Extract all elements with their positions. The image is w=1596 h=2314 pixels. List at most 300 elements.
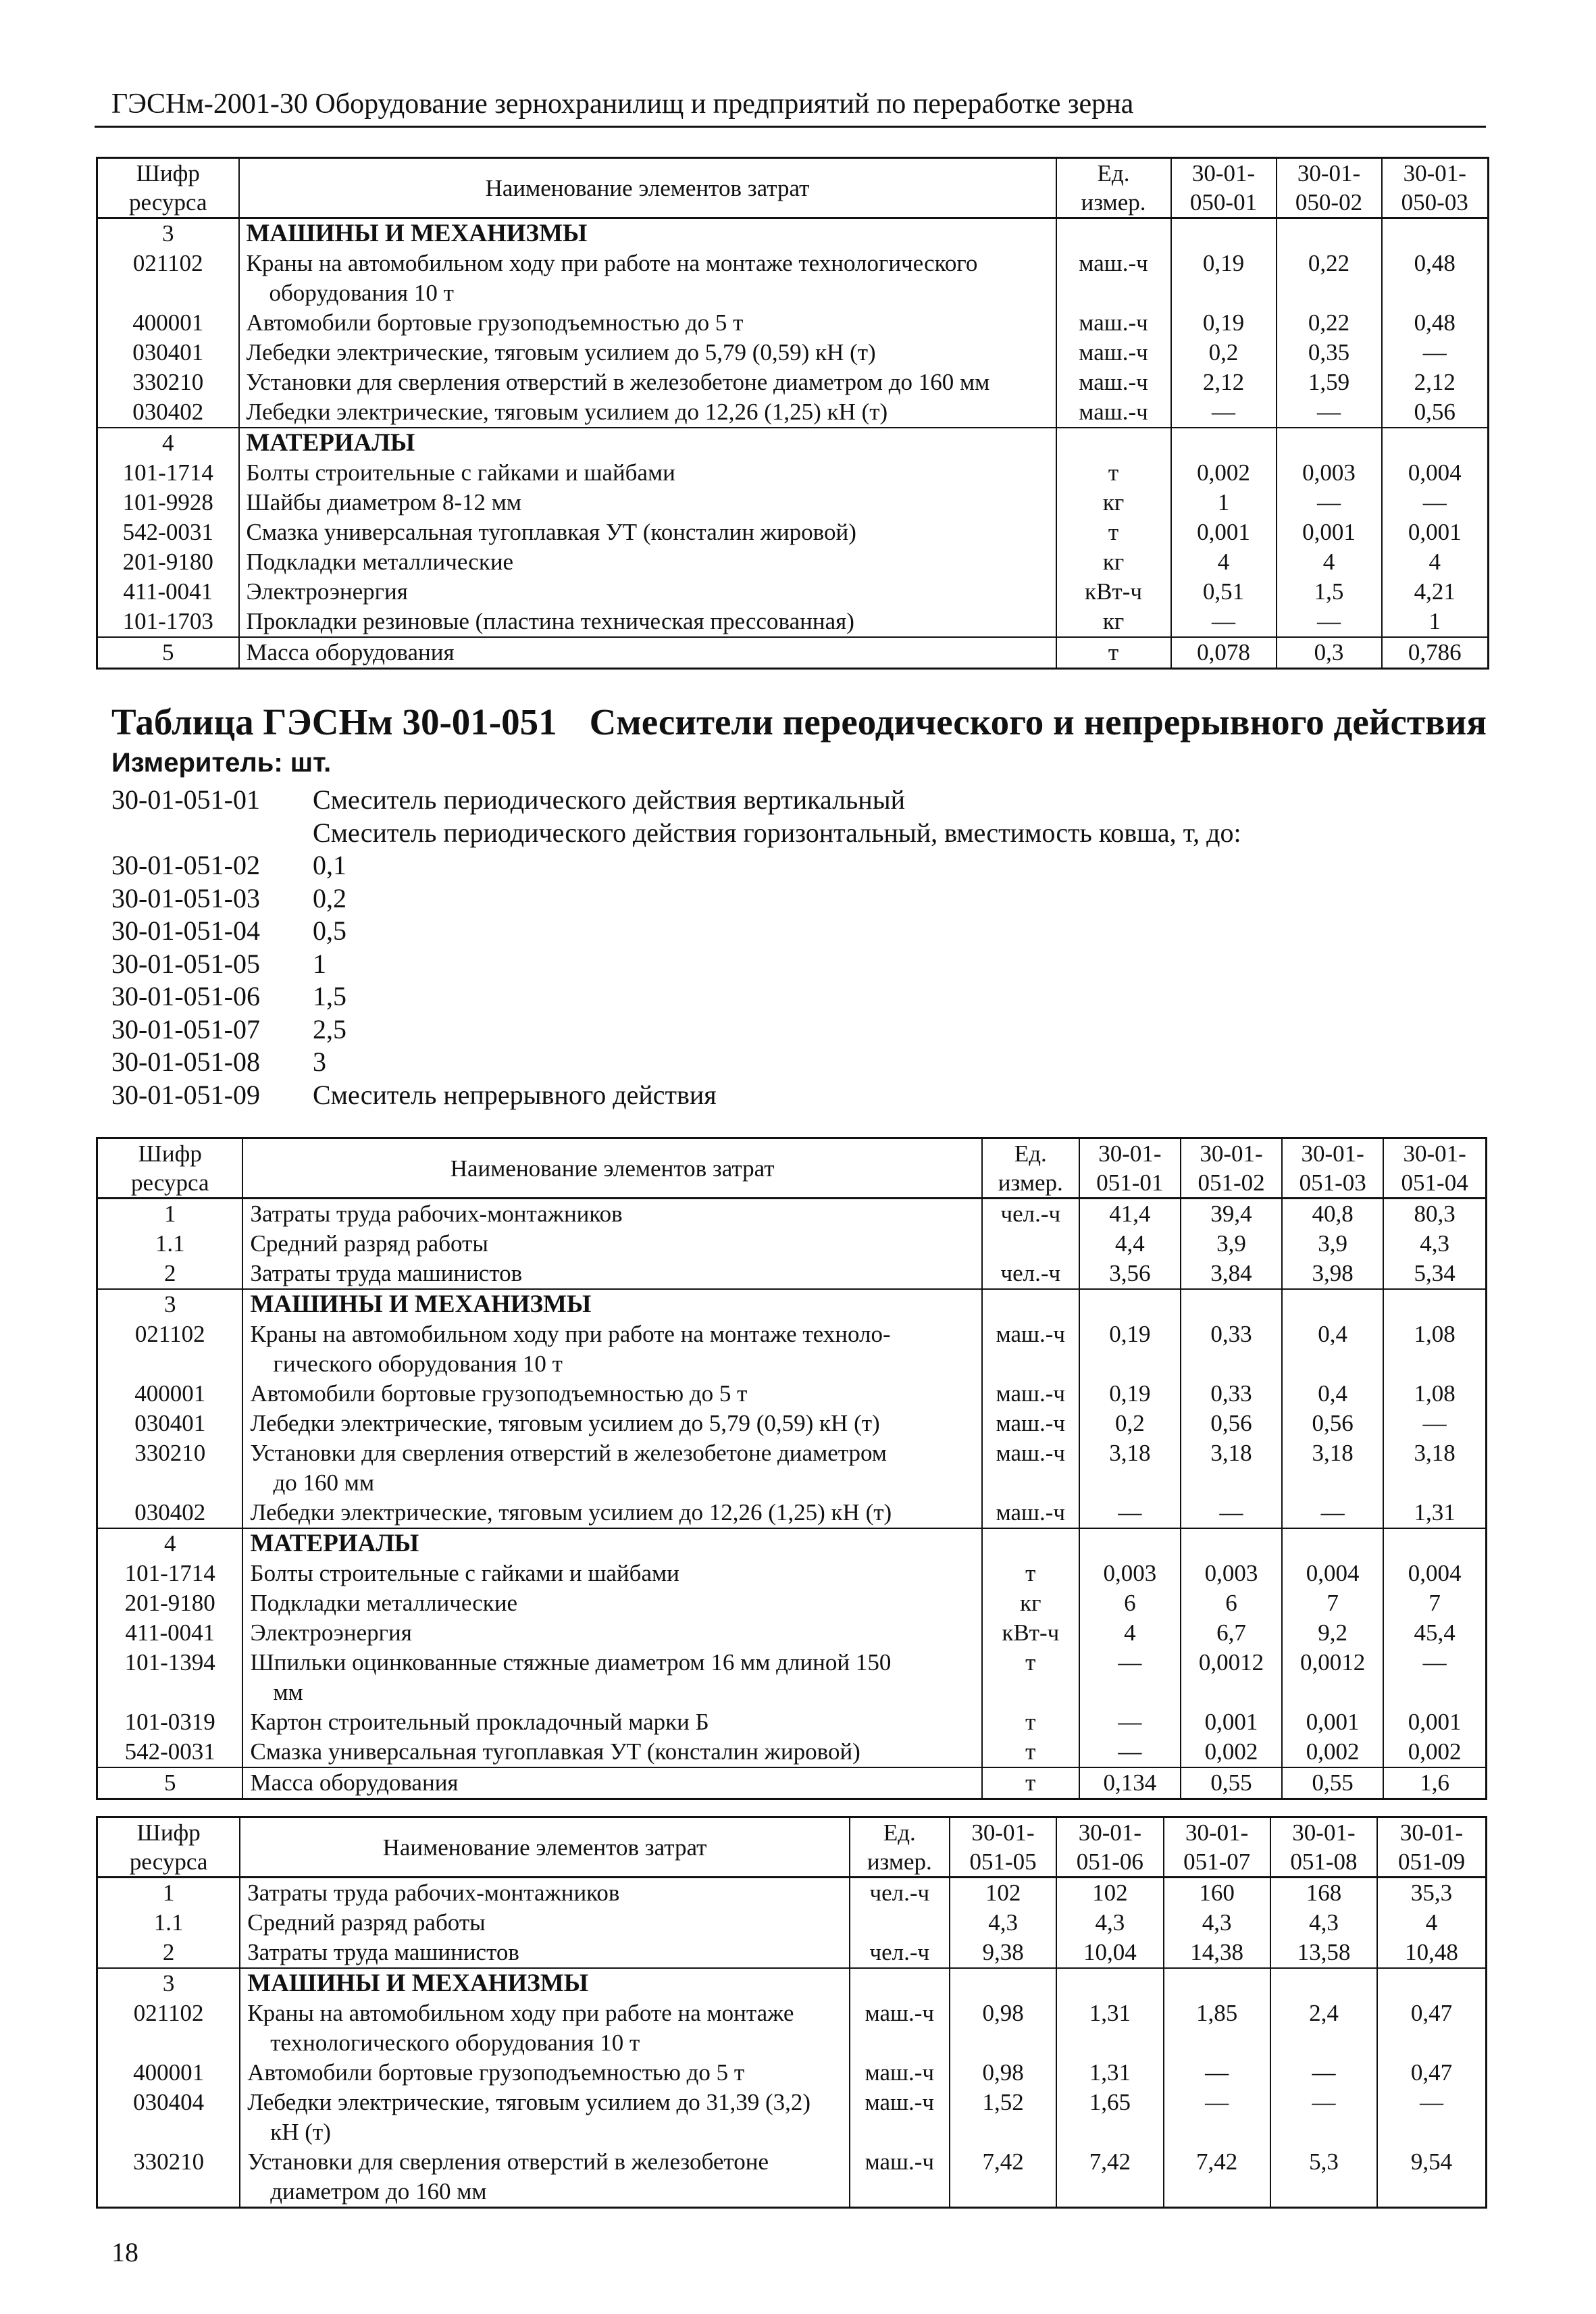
table-row — [97, 1409, 1487, 1438]
table-row — [97, 1618, 1487, 1648]
norm-value — [1383, 1289, 1486, 1319]
unit-of-measure: маш.-ч — [982, 1379, 1079, 1409]
norm-value — [1270, 1968, 1377, 1998]
cost-element-name-text: Краны на автомобильном ходу при работе на монтаже — [247, 2000, 794, 2026]
cost-element-name — [242, 1737, 981, 1767]
column-header-code-line1: Шифр — [136, 1819, 201, 1846]
table-row — [97, 1767, 1487, 1799]
cost-element-name-text: Масса оборудования — [246, 639, 455, 665]
norm-value: 0,48 — [1382, 249, 1489, 308]
page-header-title: ГЭСНм-2001-30 Оборудование зернохранилищ и предприятий по переработке зерна — [111, 89, 1134, 120]
norm-value: 0,4 — [1282, 1319, 1383, 1379]
cost-table-050 — [96, 157, 1489, 670]
norm-value — [1056, 1968, 1163, 1998]
norm-value — [950, 1968, 1056, 1998]
resource-code: 400001 — [97, 2058, 240, 2088]
resource-code: 3 — [97, 218, 239, 249]
item-row — [111, 980, 1241, 1013]
norm-value: — — [1181, 1498, 1282, 1528]
norm-value — [1181, 1528, 1282, 1559]
column-header-code-line2: ресурса — [129, 1848, 208, 1875]
table-row — [97, 1588, 1487, 1618]
header-rule — [95, 126, 1486, 128]
norm-value: 0,55 — [1181, 1767, 1282, 1799]
table-row — [97, 1229, 1487, 1259]
norm-value: 3,18 — [1383, 1438, 1486, 1498]
norm-value — [1382, 428, 1489, 458]
norm-value: — — [1377, 2088, 1486, 2147]
resource-code: 101-0319 — [97, 1707, 243, 1737]
column-header-norm-line2: 051-09 — [1397, 1848, 1466, 1875]
cost-element-name-text: Лебедки электрические, тяговым усилием до 5,79 (0,59) кН (т) — [246, 339, 876, 366]
column-header-code-line1: Шифр — [138, 1140, 202, 1167]
cost-element-name-text: Смазка универсальная тугоплавкая УТ (консталин жировой) — [246, 519, 856, 545]
cost-element-name-text: Краны на автомобильном ходу при работе на монтаже техноло- — [250, 1321, 891, 1347]
resource-code: 400001 — [97, 1379, 243, 1409]
column-header-norm — [1383, 1138, 1486, 1199]
norm-value: 0,002 — [1181, 1737, 1282, 1767]
resource-code: 5 — [97, 1767, 243, 1799]
column-header-norm — [1377, 1817, 1486, 1878]
norm-value: 3,84 — [1181, 1259, 1282, 1289]
unit-of-measure: кг — [1056, 547, 1171, 577]
norm-value: 0,51 — [1171, 577, 1277, 607]
resource-code: 4 — [97, 1528, 243, 1559]
unit-of-measure: маш.-ч — [982, 1319, 1079, 1379]
norm-value: 4,3 — [1383, 1229, 1486, 1259]
cost-element-name-text: Краны на автомобильном ходу при работе на монтаже технологического — [246, 250, 978, 276]
column-header-norm — [1056, 1817, 1163, 1878]
column-header-code-line1: Шифр — [136, 160, 200, 186]
table-row — [97, 397, 1489, 428]
unit-of-measure: кг — [982, 1588, 1079, 1618]
column-header-norm — [1171, 158, 1277, 218]
cost-element-name — [239, 637, 1056, 669]
cost-element-name-text: МАТЕРИАЛЫ — [250, 1530, 419, 1557]
norm-value: 0,003 — [1181, 1559, 1282, 1588]
column-header-norm-line1: 30-01- — [1078, 1819, 1142, 1846]
norm-value: 9,54 — [1377, 2147, 1486, 2208]
norm-value: 1,65 — [1056, 2088, 1163, 2147]
column-header-norm-line1: 30-01- — [1292, 1819, 1356, 1846]
measurer: Измеритель: шт. — [111, 748, 332, 778]
norm-value: 0,001 — [1181, 1707, 1282, 1737]
table-row — [97, 637, 1489, 669]
norm-value: 0,002 — [1383, 1737, 1486, 1767]
norm-value: 7 — [1282, 1588, 1383, 1618]
column-header-norm — [1277, 158, 1382, 218]
norm-value: 0,0012 — [1282, 1648, 1383, 1707]
cost-element-name — [242, 1289, 981, 1319]
column-header-norm-line2: 051-02 — [1198, 1169, 1265, 1196]
item-description: 0,2 — [313, 882, 346, 913]
resource-code: 4 — [97, 428, 239, 458]
cost-element-name — [240, 1938, 849, 1968]
norm-value: 6 — [1181, 1588, 1282, 1618]
column-header-norm — [1270, 1817, 1377, 1878]
norm-value: 4,3 — [950, 1908, 1056, 1938]
cost-element-name-text: Автомобили бортовые грузоподъемностью до 5 т — [247, 2059, 745, 2086]
resource-code: 542-0031 — [97, 1737, 243, 1767]
resource-code: 101-9928 — [97, 488, 239, 518]
item-description: Смеситель непрерывного действия — [313, 1079, 717, 1110]
resource-code: 201-9180 — [97, 1588, 243, 1618]
column-header-norm — [1181, 1138, 1282, 1199]
resource-code: 030401 — [97, 338, 239, 368]
resource-code: 330210 — [97, 368, 239, 397]
cost-element-name-text: Автомобили бортовые грузоподъемностью до 5 т — [250, 1380, 748, 1407]
unit-of-measure: кВт-ч — [1056, 577, 1171, 607]
table-row — [97, 458, 1489, 488]
norm-value: 3,9 — [1181, 1229, 1282, 1259]
cost-element-name-text: Лебедки электрические, тяговым усилием до 31,39 (3,2) — [247, 2089, 811, 2115]
norm-value: 0,0012 — [1181, 1648, 1282, 1707]
table-row — [97, 1938, 1487, 1968]
resource-code: 030402 — [97, 1498, 243, 1528]
column-header-norm — [1382, 158, 1489, 218]
unit-of-measure: т — [982, 1707, 1079, 1737]
norm-value: 4 — [1171, 547, 1277, 577]
cost-element-name — [240, 2147, 849, 2208]
cost-element-name — [242, 1409, 981, 1438]
unit-of-measure — [982, 1528, 1079, 1559]
table-row — [97, 1259, 1487, 1289]
norm-value: 1,31 — [1056, 1998, 1163, 2058]
column-header-norm-line1: 30-01- — [1399, 1819, 1464, 1846]
cost-element-name-text: Затраты труда рабочих-монтажников — [247, 1880, 620, 1906]
norm-value: 2,4 — [1270, 1998, 1377, 2058]
column-header-norm-line1: 30-01- — [1200, 1140, 1263, 1167]
cost-element-name — [240, 1998, 849, 2058]
column-header-unit-line1: Ед. — [883, 1819, 916, 1846]
column-header-norm-line1: 30-01- — [1191, 160, 1256, 186]
norm-value: 9,38 — [950, 1938, 1056, 1968]
column-header-code-line2: ресурса — [131, 1169, 209, 1196]
norm-value: 0,002 — [1171, 458, 1277, 488]
unit-of-measure: т — [982, 1737, 1079, 1767]
table-row — [97, 1998, 1487, 2058]
norm-value: 0,48 — [1382, 308, 1489, 338]
norm-value: 4 — [1377, 1908, 1486, 1938]
norm-value: 3,9 — [1282, 1229, 1383, 1259]
norm-value — [1382, 218, 1489, 249]
cost-element-name-text: Затраты труда машинистов — [247, 1939, 519, 1965]
cost-element-name — [242, 1259, 981, 1289]
unit-of-measure: маш.-ч — [850, 2088, 950, 2147]
column-header-norm — [1164, 1817, 1270, 1878]
norm-value — [1282, 1528, 1383, 1559]
norm-value: 1,59 — [1277, 368, 1382, 397]
cost-element-name — [242, 1707, 981, 1737]
table-row — [97, 1438, 1487, 1498]
norm-value: 1,08 — [1383, 1379, 1486, 1409]
cost-element-name-text: Подкладки металлические — [250, 1590, 518, 1616]
norm-value: 4,3 — [1270, 1908, 1377, 1938]
table-row — [97, 1319, 1487, 1379]
norm-value: 3,56 — [1079, 1259, 1181, 1289]
norm-value: 0,001 — [1382, 518, 1489, 547]
column-header-code — [97, 1138, 243, 1199]
norm-value: 1,5 — [1277, 577, 1382, 607]
norm-value: 10,04 — [1056, 1938, 1163, 1968]
unit-of-measure — [982, 1229, 1079, 1259]
norm-value: 102 — [950, 1878, 1056, 1909]
resource-code: 1 — [97, 1199, 243, 1230]
column-header-norm-line2: 051-05 — [969, 1848, 1037, 1875]
table-heading-name: Смесители переодического и непрерывного действия — [589, 701, 1487, 743]
norm-value: 0,002 — [1282, 1737, 1383, 1767]
table-row — [97, 308, 1489, 338]
cost-element-name-text: Средний разряд работы — [250, 1230, 488, 1257]
table-row — [97, 249, 1489, 308]
norm-value — [1181, 1289, 1282, 1319]
item-row — [111, 1046, 1241, 1079]
unit-of-measure — [850, 1968, 950, 1998]
table-row — [97, 1559, 1487, 1588]
unit-of-measure: маш.-ч — [850, 2147, 950, 2208]
resource-code: 021102 — [97, 249, 239, 308]
norm-value: 0,004 — [1382, 458, 1489, 488]
resource-code: 1.1 — [97, 1229, 243, 1259]
norm-value: 0,134 — [1079, 1767, 1181, 1799]
norm-value: — — [1382, 488, 1489, 518]
norm-value: 4,21 — [1382, 577, 1489, 607]
resource-code: 201-9180 — [97, 547, 239, 577]
item-row — [111, 948, 1241, 981]
column-header-norm — [1282, 1138, 1383, 1199]
cost-element-name — [242, 1588, 981, 1618]
item-row — [111, 915, 1241, 948]
unit-of-measure: маш.-ч — [1056, 338, 1171, 368]
norm-value: 1,85 — [1164, 1998, 1270, 2058]
resource-code: 330210 — [97, 2147, 240, 2208]
column-header-norm-line1: 30-01- — [971, 1819, 1035, 1846]
norm-value: — — [1079, 1648, 1181, 1707]
norm-value: 2,12 — [1171, 368, 1277, 397]
table-row — [97, 1878, 1487, 1909]
item-row — [111, 784, 1241, 817]
cost-element-name — [242, 1559, 981, 1588]
norm-value: — — [1282, 1498, 1383, 1528]
resource-code: 101-1394 — [97, 1648, 243, 1707]
item-list — [111, 784, 1241, 1111]
cost-element-name — [242, 1767, 981, 1799]
norm-value: — — [1270, 2058, 1377, 2088]
resource-code: 030402 — [97, 397, 239, 428]
norm-value — [1079, 1528, 1181, 1559]
norm-value: 1,52 — [950, 2088, 1056, 2147]
cost-element-name-text: Шпильки оцинкованные стяжные диаметром 16 мм длиной 150 — [250, 1649, 892, 1676]
norm-value: 45,4 — [1383, 1618, 1486, 1648]
item-code: 30-01-051-05 — [111, 948, 260, 979]
norm-value: 102 — [1056, 1878, 1163, 1909]
column-header-unit — [1056, 158, 1171, 218]
column-header-unit-line1: Ед. — [1097, 160, 1130, 186]
norm-value: 14,38 — [1164, 1938, 1270, 1968]
norm-value: — — [1079, 1737, 1181, 1767]
norm-value: 0,98 — [950, 2058, 1056, 2088]
norm-value — [1079, 1289, 1181, 1319]
resource-code: 021102 — [97, 1998, 240, 2058]
cost-element-name — [239, 397, 1056, 428]
item-description: 1,5 — [313, 981, 346, 1011]
unit-of-measure: т — [982, 1648, 1079, 1707]
column-header-norm-line2: 051-01 — [1096, 1169, 1164, 1196]
resource-code: 330210 — [97, 1438, 243, 1498]
cost-element-name-text: Затраты труда рабочих-монтажников — [250, 1201, 623, 1227]
norm-value: — — [1164, 2088, 1270, 2147]
cost-element-name-continuation: мм — [273, 1679, 303, 1705]
item-description: Смеситель периодического действия вертикальный — [313, 784, 905, 815]
unit-of-measure: кг — [1056, 488, 1171, 518]
norm-value: 7,42 — [950, 2147, 1056, 2208]
norm-value: — — [1382, 338, 1489, 368]
norm-value: 1,31 — [1383, 1498, 1486, 1528]
norm-value: 4 — [1382, 547, 1489, 577]
cost-element-name-continuation: технологического оборудования 10 т — [270, 2030, 640, 2056]
cost-element-name — [239, 577, 1056, 607]
norm-value: 0,22 — [1277, 249, 1382, 308]
resource-code: 3 — [97, 1968, 240, 1998]
cost-element-name-text: Смазка универсальная тугоплавкая УТ (консталин жировой) — [250, 1738, 860, 1765]
norm-value: 4,4 — [1079, 1229, 1181, 1259]
unit-of-measure: маш.-ч — [1056, 397, 1171, 428]
resource-code: 400001 — [97, 308, 239, 338]
cost-table-051-01-04 — [96, 1137, 1487, 1800]
item-description: 1 — [313, 948, 326, 979]
unit-of-measure: кг — [1056, 607, 1171, 637]
item-description: 0,5 — [313, 915, 346, 946]
column-header-name: Наименование элементов затрат — [239, 158, 1056, 218]
norm-value: 6,7 — [1181, 1618, 1282, 1648]
cost-element-name — [242, 1498, 981, 1528]
norm-value: 0,001 — [1383, 1707, 1486, 1737]
cost-element-name-text: Установки для сверления отверстий в железобетоне — [247, 2148, 769, 2175]
norm-value: 0,35 — [1277, 338, 1382, 368]
norm-value: 0,55 — [1282, 1767, 1383, 1799]
norm-value: 1,6 — [1383, 1767, 1486, 1799]
resource-code: 2 — [97, 1938, 240, 1968]
norm-value: 0,19 — [1079, 1319, 1181, 1379]
item-code: 30-01-051-01 — [111, 784, 260, 815]
norm-value: 10,48 — [1377, 1938, 1486, 1968]
page-number: 18 — [111, 2237, 138, 2267]
table-row — [97, 488, 1489, 518]
norm-value: 1 — [1171, 488, 1277, 518]
norm-value: 6 — [1079, 1588, 1181, 1618]
unit-of-measure: т — [1056, 637, 1171, 669]
cost-element-name-continuation: кН (т) — [270, 2119, 331, 2145]
resource-code: 1 — [97, 1878, 240, 1909]
column-header-unit-line2: измер. — [998, 1169, 1063, 1196]
norm-value: 0,003 — [1079, 1559, 1181, 1588]
column-header-norm-line1: 30-01- — [1297, 160, 1361, 186]
norm-value: 0,4 — [1282, 1379, 1383, 1409]
table-row — [97, 1707, 1487, 1737]
norm-value: — — [1277, 607, 1382, 637]
cost-element-name-continuation: диаметром до 160 мм — [270, 2178, 487, 2205]
cost-element-name — [239, 458, 1056, 488]
table-row — [97, 607, 1489, 637]
norm-value — [1277, 428, 1382, 458]
column-header-norm-line1: 30-01- — [1301, 1140, 1364, 1167]
norm-value — [1383, 1528, 1486, 1559]
norm-value: 3,18 — [1282, 1438, 1383, 1498]
unit-of-measure — [1056, 218, 1171, 249]
cost-element-name-continuation: до 160 мм — [273, 1469, 375, 1496]
item-code: 30-01-051-08 — [111, 1047, 260, 1077]
column-header-norm-line2: 050-03 — [1401, 189, 1468, 216]
cost-element-name-text: Электроэнергия — [246, 578, 408, 605]
norm-value: 5,3 — [1270, 2147, 1377, 2208]
cost-element-name — [240, 2058, 849, 2088]
cost-element-name — [239, 547, 1056, 577]
cost-element-name-text: Установки для сверления отверстий в железобетоне диаметром — [250, 1440, 887, 1466]
norm-value: 0,3 — [1277, 637, 1382, 669]
norm-value: 0,22 — [1277, 308, 1382, 338]
unit-of-measure: т — [982, 1767, 1079, 1799]
norm-value: 0,98 — [950, 1998, 1056, 2058]
cost-element-name-text: Прокладки резиновые (пластина техническая прессованная) — [246, 608, 854, 634]
resource-code: 411-0041 — [97, 1618, 243, 1648]
norm-value: 7,42 — [1164, 2147, 1270, 2208]
item-row — [111, 849, 1241, 882]
column-header-name: Наименование элементов затрат — [242, 1138, 981, 1199]
norm-value: 0,786 — [1382, 637, 1489, 669]
item-code: 30-01-051-07 — [111, 1013, 260, 1045]
norm-value: — — [1383, 1409, 1486, 1438]
norm-value: — — [1171, 397, 1277, 428]
resource-code: 030401 — [97, 1409, 243, 1438]
cost-table-051-05-09 — [96, 1816, 1487, 2209]
cost-element-name — [242, 1199, 981, 1230]
column-header-norm-line2: 051-04 — [1401, 1169, 1468, 1196]
item-code: 30-01-051-02 — [111, 850, 260, 880]
resource-code: 2 — [97, 1259, 243, 1289]
norm-value: 0,2 — [1171, 338, 1277, 368]
cost-element-name — [239, 338, 1056, 368]
cost-element-name-text: МАШИНЫ И МЕХАНИЗМЫ — [246, 220, 588, 247]
table-row — [97, 1498, 1487, 1528]
cost-element-name-text: МАТЕРИАЛЫ — [246, 429, 415, 457]
unit-of-measure: маш.-ч — [1056, 249, 1171, 308]
column-header-code — [97, 158, 239, 218]
column-header-name: Наименование элементов затрат — [240, 1817, 849, 1878]
cost-element-name — [242, 1528, 981, 1559]
column-header-unit-line1: Ед. — [1014, 1140, 1047, 1167]
item-code: 30-01-051-04 — [111, 915, 260, 946]
table-row — [97, 338, 1489, 368]
column-header-norm-line2: 051-06 — [1076, 1848, 1143, 1875]
norm-value: 39,4 — [1181, 1199, 1282, 1230]
norm-value: — — [1079, 1498, 1181, 1528]
item-code: 30-01-051-06 — [111, 981, 260, 1011]
cost-element-name — [240, 1968, 849, 1998]
norm-value: 7,42 — [1056, 2147, 1163, 2208]
table-row — [97, 518, 1489, 547]
cost-element-name-text: Автомобили бортовые грузоподъемностью до 5 т — [246, 309, 744, 336]
unit-of-measure: маш.-ч — [982, 1438, 1079, 1498]
section-row — [97, 1968, 1487, 1998]
cost-element-name-continuation: гического оборудования 10 т — [273, 1351, 563, 1377]
column-header-code-line2: ресурса — [129, 189, 207, 216]
unit-of-measure: чел.-ч — [982, 1259, 1079, 1289]
unit-of-measure: маш.-ч — [850, 1998, 950, 2058]
norm-value: 0,56 — [1282, 1409, 1383, 1438]
column-header-norm-line1: 30-01- — [1098, 1140, 1162, 1167]
resource-code: 411-0041 — [97, 577, 239, 607]
resource-code: 101-1703 — [97, 607, 239, 637]
